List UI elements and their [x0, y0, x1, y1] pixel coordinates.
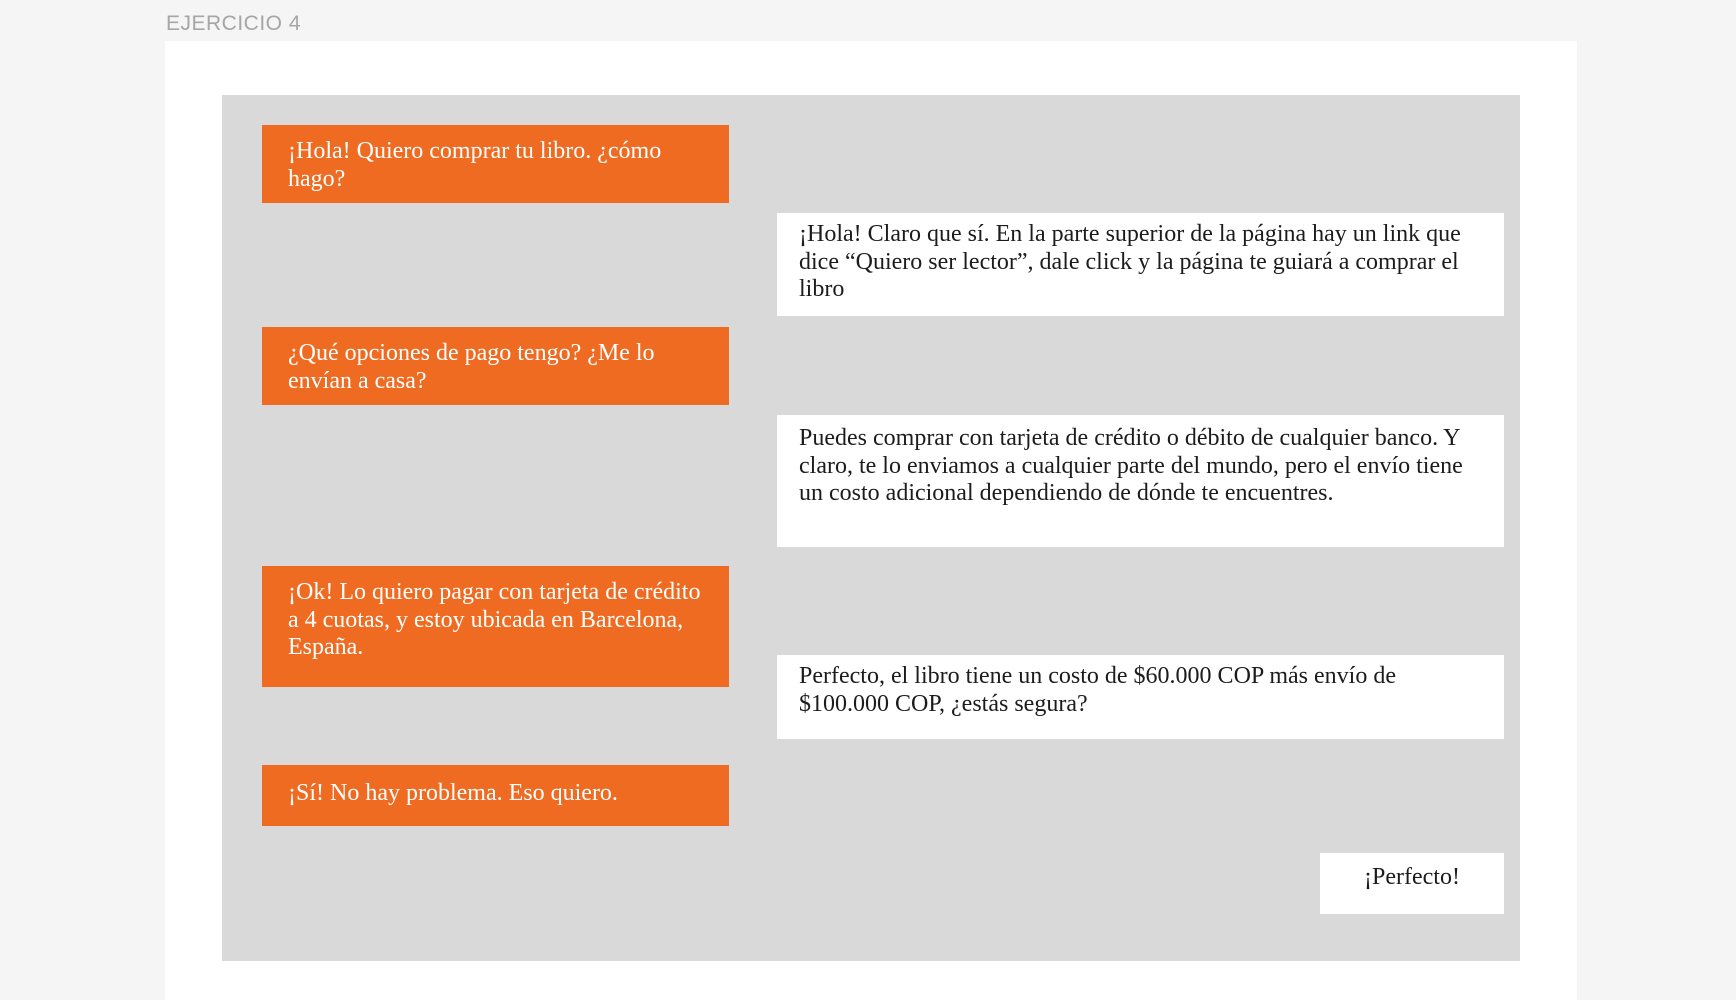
user-message: ¡Ok! Lo quiero pagar con tarjeta de crédito a 4 cuotas, y estoy ubicada en Barcelona, España. [262, 566, 729, 687]
user-message: ¡Hola! Quiero comprar tu libro. ¿cómo hago? [262, 125, 729, 203]
bot-message: Puedes comprar con tarjeta de crédito o débito de cualquier banco. Y claro, te lo enviamos a cualquier parte del mundo, pero el envío tiene un costo adicional dependiendo de dónde te encuentres. [777, 415, 1504, 547]
bot-message: Perfecto, el libro tiene un costo de $60.000 COP más envío de $100.000 COP, ¿estás segura? [777, 655, 1504, 739]
exercise-title: EJERCICIO 4 [166, 12, 302, 35]
user-message: ¡Sí! No hay problema. Eso quiero. [262, 765, 729, 826]
user-message: ¿Qué opciones de pago tengo? ¿Me lo envían a casa? [262, 327, 729, 405]
bot-message: ¡Perfecto! [1320, 853, 1504, 914]
bot-message: ¡Hola! Claro que sí. En la parte superior de la página hay un link que dice “Quiero ser lector”, dale click y la página te guiará a comprar el libro [777, 213, 1504, 316]
